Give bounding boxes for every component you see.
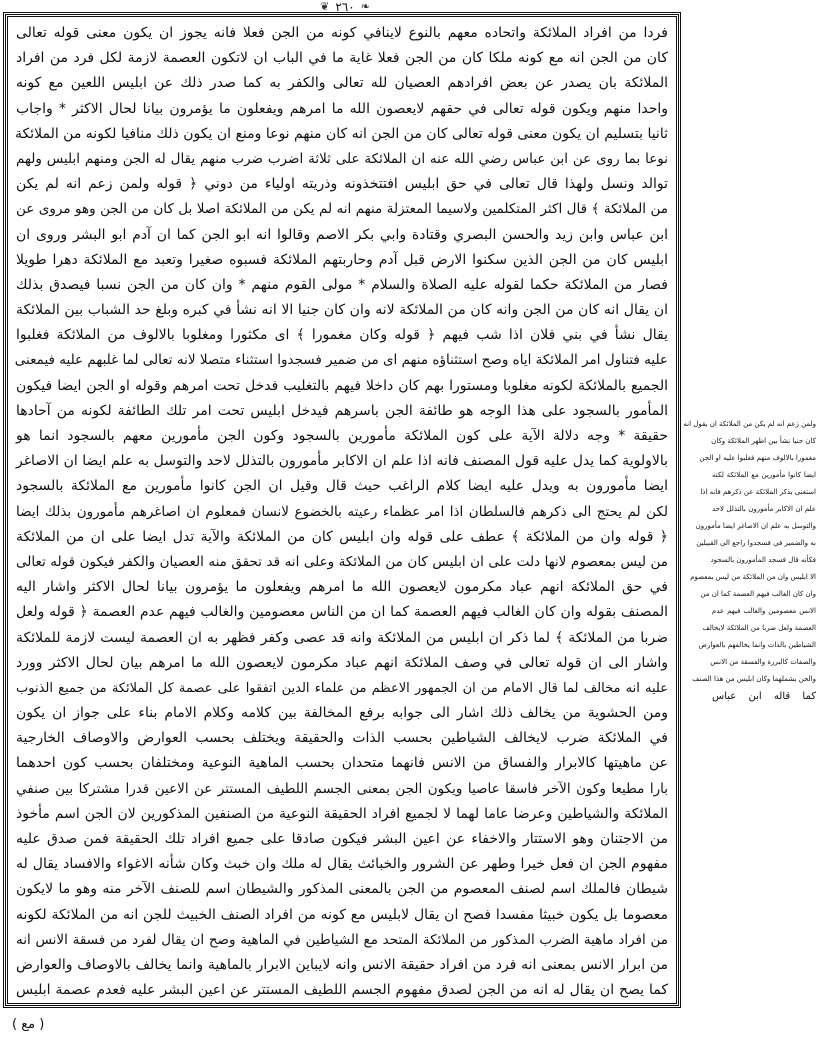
margin-line: استغنى بذكر الملائكة عن ذكرهم فانه اذا — [700, 488, 816, 496]
margin-line: والتوسل به علم ان الاصاغر ايضا مأمورون — [695, 522, 816, 530]
text-line: ايضا مأمورون به ويدل عليه ايضا كلام الراغب حيث قال وقيل ان الجن كانوا مأمورين مع الملائكة بالسجود — [16, 478, 668, 495]
text-line: معصوما بل يكون خبيثا مفسدا فصح ان يقال لابليس مع كونه من افراد الصنف الخبيث للجن انه من الملائكة لكونه — [16, 906, 668, 923]
text-line: من الملائكة ﴾ قال اكثر المتكلمين ولاسيما المعتزلة منهم انه لم يكن من الملائكة اصلا بل كان من الجن وهو مروى عن — [16, 201, 668, 218]
margin-line: ولمن زعم انه لم يكن من الملائكة ان يقول انه — [683, 420, 816, 428]
text-line: ان يقال انه كان من الجن وانه كان من الملائكة لانه وان كان جنيا الا انه نشأ في كبره وبلغ حد الشباب بين الملائكة — [16, 302, 668, 319]
margin-line: به والضمير في فسجدوا راجع الى القبيلين — [696, 539, 816, 547]
margin-line: كما قاله ابن عباس — [712, 691, 816, 702]
text-line: بارا مطيعا وكون الآخر فاسقا عاصيا ويكون الجن بمعنى الجسم اللطيف المستتر عن الاعين قدرا مشتركا بين صنفي — [16, 780, 668, 797]
page-number: ٢٦٠ — [335, 0, 355, 14]
margin-line: مغمورا بالالوف منهم فغلبوا عليه او الجن — [699, 454, 816, 462]
text-line: عليه انه مخالف لما قال الامام من ان الجمهور الاعظم من علماء الدين اتفقوا على عصمة كل الملائكة من جميع الذنوب — [16, 680, 668, 696]
text-line: في حق الملائكة انهم عباد مكرمون لايعصون الله ما امرهم ويفعلون ما يؤمرون بيانا لحال الاكثر واشار اليه — [16, 579, 668, 596]
text-line: كما يصح ان يقال له انه من الجن لصدق مفهوم الجسم اللطيف المستتر عن اعين البشر عليه فعدم عصمة ابليس — [16, 982, 668, 999]
text-line: عن ماهيتها كالابرار والفساق من الانس فانهما متحدان بحسب الماهية النوعية ومختلفان بحسب كون احدهما — [16, 755, 668, 772]
text-line: في الملائكة ضرب لايخالف الشياطين بحسب الذات والحقيقة ويختلف بحسب العوارض والاوصاف الخارجية — [16, 730, 668, 747]
margin-line: ايضا كانوا مأمورين مع الملائكة لكنه — [712, 471, 816, 479]
text-line: واحدا منهم ويكون قوله تعالى في حقهم لايعصون الله ما امرهم ويفعلون ما يؤمرون بيانا لحال الاكثر * واجاب — [16, 100, 668, 117]
margin-line: العصمة ولعل ضربا من الملائكة لايخالف — [702, 624, 816, 632]
margin-line: الا ابليس وان من الملائكة من ليس بمعصوم — [690, 573, 816, 581]
margin-commentary — [683, 416, 816, 705]
text-line: كان من الجن انه مع كونه ملكا كان من الجن فعلا غاية ما في الباب ان لاتكون العصمة لازمة لكل فرد من افراد — [16, 50, 668, 67]
page-signature: ( مع ) — [12, 1017, 45, 1032]
text-line: مفهوم الجن ان فعل خيرا وطهر عن الشرور والخبائث يقال له ملك وان خبث وكان شأنه الاغواء والافساد يقال له — [16, 856, 668, 873]
text-line: يقال نشأ في بني فلان اذا شب فيهم ﴿ قوله وكان مغمورا ﴾ اى مكثورا ومغلوبا بالالوف من الملائكة فغلبوا — [16, 327, 668, 344]
margin-line: وان كان الغالب فيهم العصمة كما ان من — [700, 590, 816, 598]
text-line: فصار من الملائكة حكما لقوله عليه الصلاة والسلام * مولى القوم منهم * وان كان من الجن نسبا فيصدق بذلك — [16, 276, 668, 293]
text-line: لكن لم يحتج الى ذكرهم فالسلطان اذا امر عظماء رعيته بالخضوع لانسان فمعلوم ان اصاغرهم مأمورون بذلك ايضا — [16, 503, 668, 520]
text-line: الملائكة والشياطين وعرضا عاما لهما لا لجميع افراد الحقيقة النوعية من الصنفين المذكورين لان الجن اسم مأخوذ — [16, 805, 668, 822]
ornament-left-icon: ❦ — [320, 0, 330, 13]
text-line: بالاولوية كما يدل عليه قول المصنف فانه اذا علم ان الاكابر مأمورون بالتذلل لاحد والتوسل به علم ايضا ان الاصاغر — [16, 453, 668, 470]
text-line: الملائكة بان يصدر عن بعض افرادهم العصيان لله تعالى والكفر به كما صدر ذلك عن ابليس اللعين مع كونه — [16, 75, 668, 92]
margin-line: الشياطين بالذات وانما يخالفهم بالعوارض — [698, 641, 816, 649]
text-line: من ابرار الانس بمعنى انه فرد من افراد حقيقة الانس وانه لايباين الابرار بالماهية وانما يخالف بالاوصاف والعوارض — [16, 956, 668, 973]
text-line: توالد ونسل ولهذا قال تعالى في حق ابليس افتتخذونه وذريته اولياء من دوني ﴿ قوله ولمن زعم انه لم يكن — [16, 176, 668, 193]
text-line: نوعا بما روى عن ابن عباس رضي الله عنه ان الملائكة على ثلاثة اضرب ضرب منهم يقال له الجن ومنهم ابليس ولهم — [16, 150, 668, 167]
margin-line: والجن يشملهما وكان ابليس من هذا الصنف — [692, 675, 816, 683]
text-line: الجميع بالملائكة لكونه مغلوبا ومستورا بهم كان داخلا فيهم بالتغليب فدخل تحت امرهم وقوله او الجن ايضا فيكون — [16, 377, 668, 394]
text-line: من افراد ماهية الضرب المذكور من الملائكة المتحد مع الشياطين في الماهية وصح ان يقال لفرد من فسقة الانس انه — [16, 931, 668, 948]
text-line: عليه فتناول امر الملائكة اياه وصح استثناؤه منهم اى من ضمير فسجدوا استثناء متصلا لانه تعالى لما غلبهم عليه فيمعنى — [14, 352, 668, 369]
text-line: ابن عباس وابن زيد والحسن البصري وقتادة وابي بكر الاصم وقالوا انه ابو الجن كما ان آدم ابو البشر وروى ان — [16, 226, 668, 243]
margin-line: والصفات كالبررة والفسقة من الانس — [710, 658, 816, 666]
text-line: من ليس بمعصوم لانها دلت على ان ابليس كان من الملائكة وعلى انه قد تحقق منه العصيان والكفر فيكون قوله تعالى — [16, 553, 668, 570]
text-line: ثانيا بتسليم ان يكون معنى قوله تعالى كان من الجن انه كان منهم نوعا ومنع ان يكون ذلك منافيا لكونه من الملائكة — [14, 125, 668, 142]
text-line: من الاجتنان وهو الاستتار والاخفاء عن اعين البشر فيكون صادقا على جميع افراد تلك الحقيقة فمن صدق عليه — [16, 831, 668, 847]
margin-line: علم ان الاكابر مأمورون بالتذلل لاحد — [712, 505, 816, 513]
text-line: ﴿ قوله وان من الملائكة ﴾ عطف على قوله وان ابليس كان من الملائكة والآية تدل ايضا على ان من الملائكة — [16, 528, 668, 545]
margin-line: كان جنيا نشأ بين اظهر الملائكة وكان — [711, 437, 816, 445]
text-line: ضربا من الملائكة ﴾ لما ذكر ان ابليس من الملائكة وانه قد عصى وكفر فظهر به ان العصمة ليست لازمة للملائكة — [16, 629, 668, 646]
text-line: ومن الحشوية من يخالف ذلك اشار الى جوابه برفع المخالفة بين كلامه وكلام الامام بناء على جواز ان يكون — [16, 705, 668, 722]
text-line: المصنف بقوله وان كان الغالب فيهم العصمة كما ان من الناس معصومين والغالب فيهم عدم العصمة ﴿ قوله ولعل — [16, 604, 668, 621]
ornament-right-icon: ❧ — [360, 0, 370, 13]
margin-line: فكأنه قال فسجد المأمورون بالسجود — [710, 556, 816, 564]
margin-line: الانس معصومين والغالب فيهم عدم — [712, 607, 816, 615]
text-line: ابليس كان من الجن الذين سكنوا الارض قبل آدم وحاربتهم الملائكة فسبوه صغيرا وتعبد مع الملائكة دهرا طويلا — [16, 251, 668, 268]
text-line: حقيقة * وجه دلالة الآية على كون الملائكة مأمورين بالسجود وكون الجن مأمورين معهم بالسجود انما هو — [16, 428, 668, 444]
text-line: فردا من افراد الملائكة واتحاده معهم بالنوع لاينافي كونه من الجن فعلا فانه يجوز ان يكون معنى قوله تعالى — [16, 25, 668, 41]
text-line: شيطان فالملك اسم لصنف المعصوم من الجن بالمعنى المذكور والشيطان اسم للصنف الآخر منه وهو ما لايكون — [16, 881, 668, 898]
text-line: واشار الى ان قوله تعالى في وصف الملائكة انهم عباد مكرمون لايعصون الله ما امرهم بيان لحال الاكثر وورد — [16, 654, 668, 671]
main-text-frame — [5, 14, 679, 1006]
text-line: المأمور بالسجود على هذا الوجه هو طائفة الجن باسرهم فيدخل ابليس تحت امر تلك الطائفة لكونه من آحادها — [16, 402, 668, 419]
page-header — [300, 0, 390, 14]
